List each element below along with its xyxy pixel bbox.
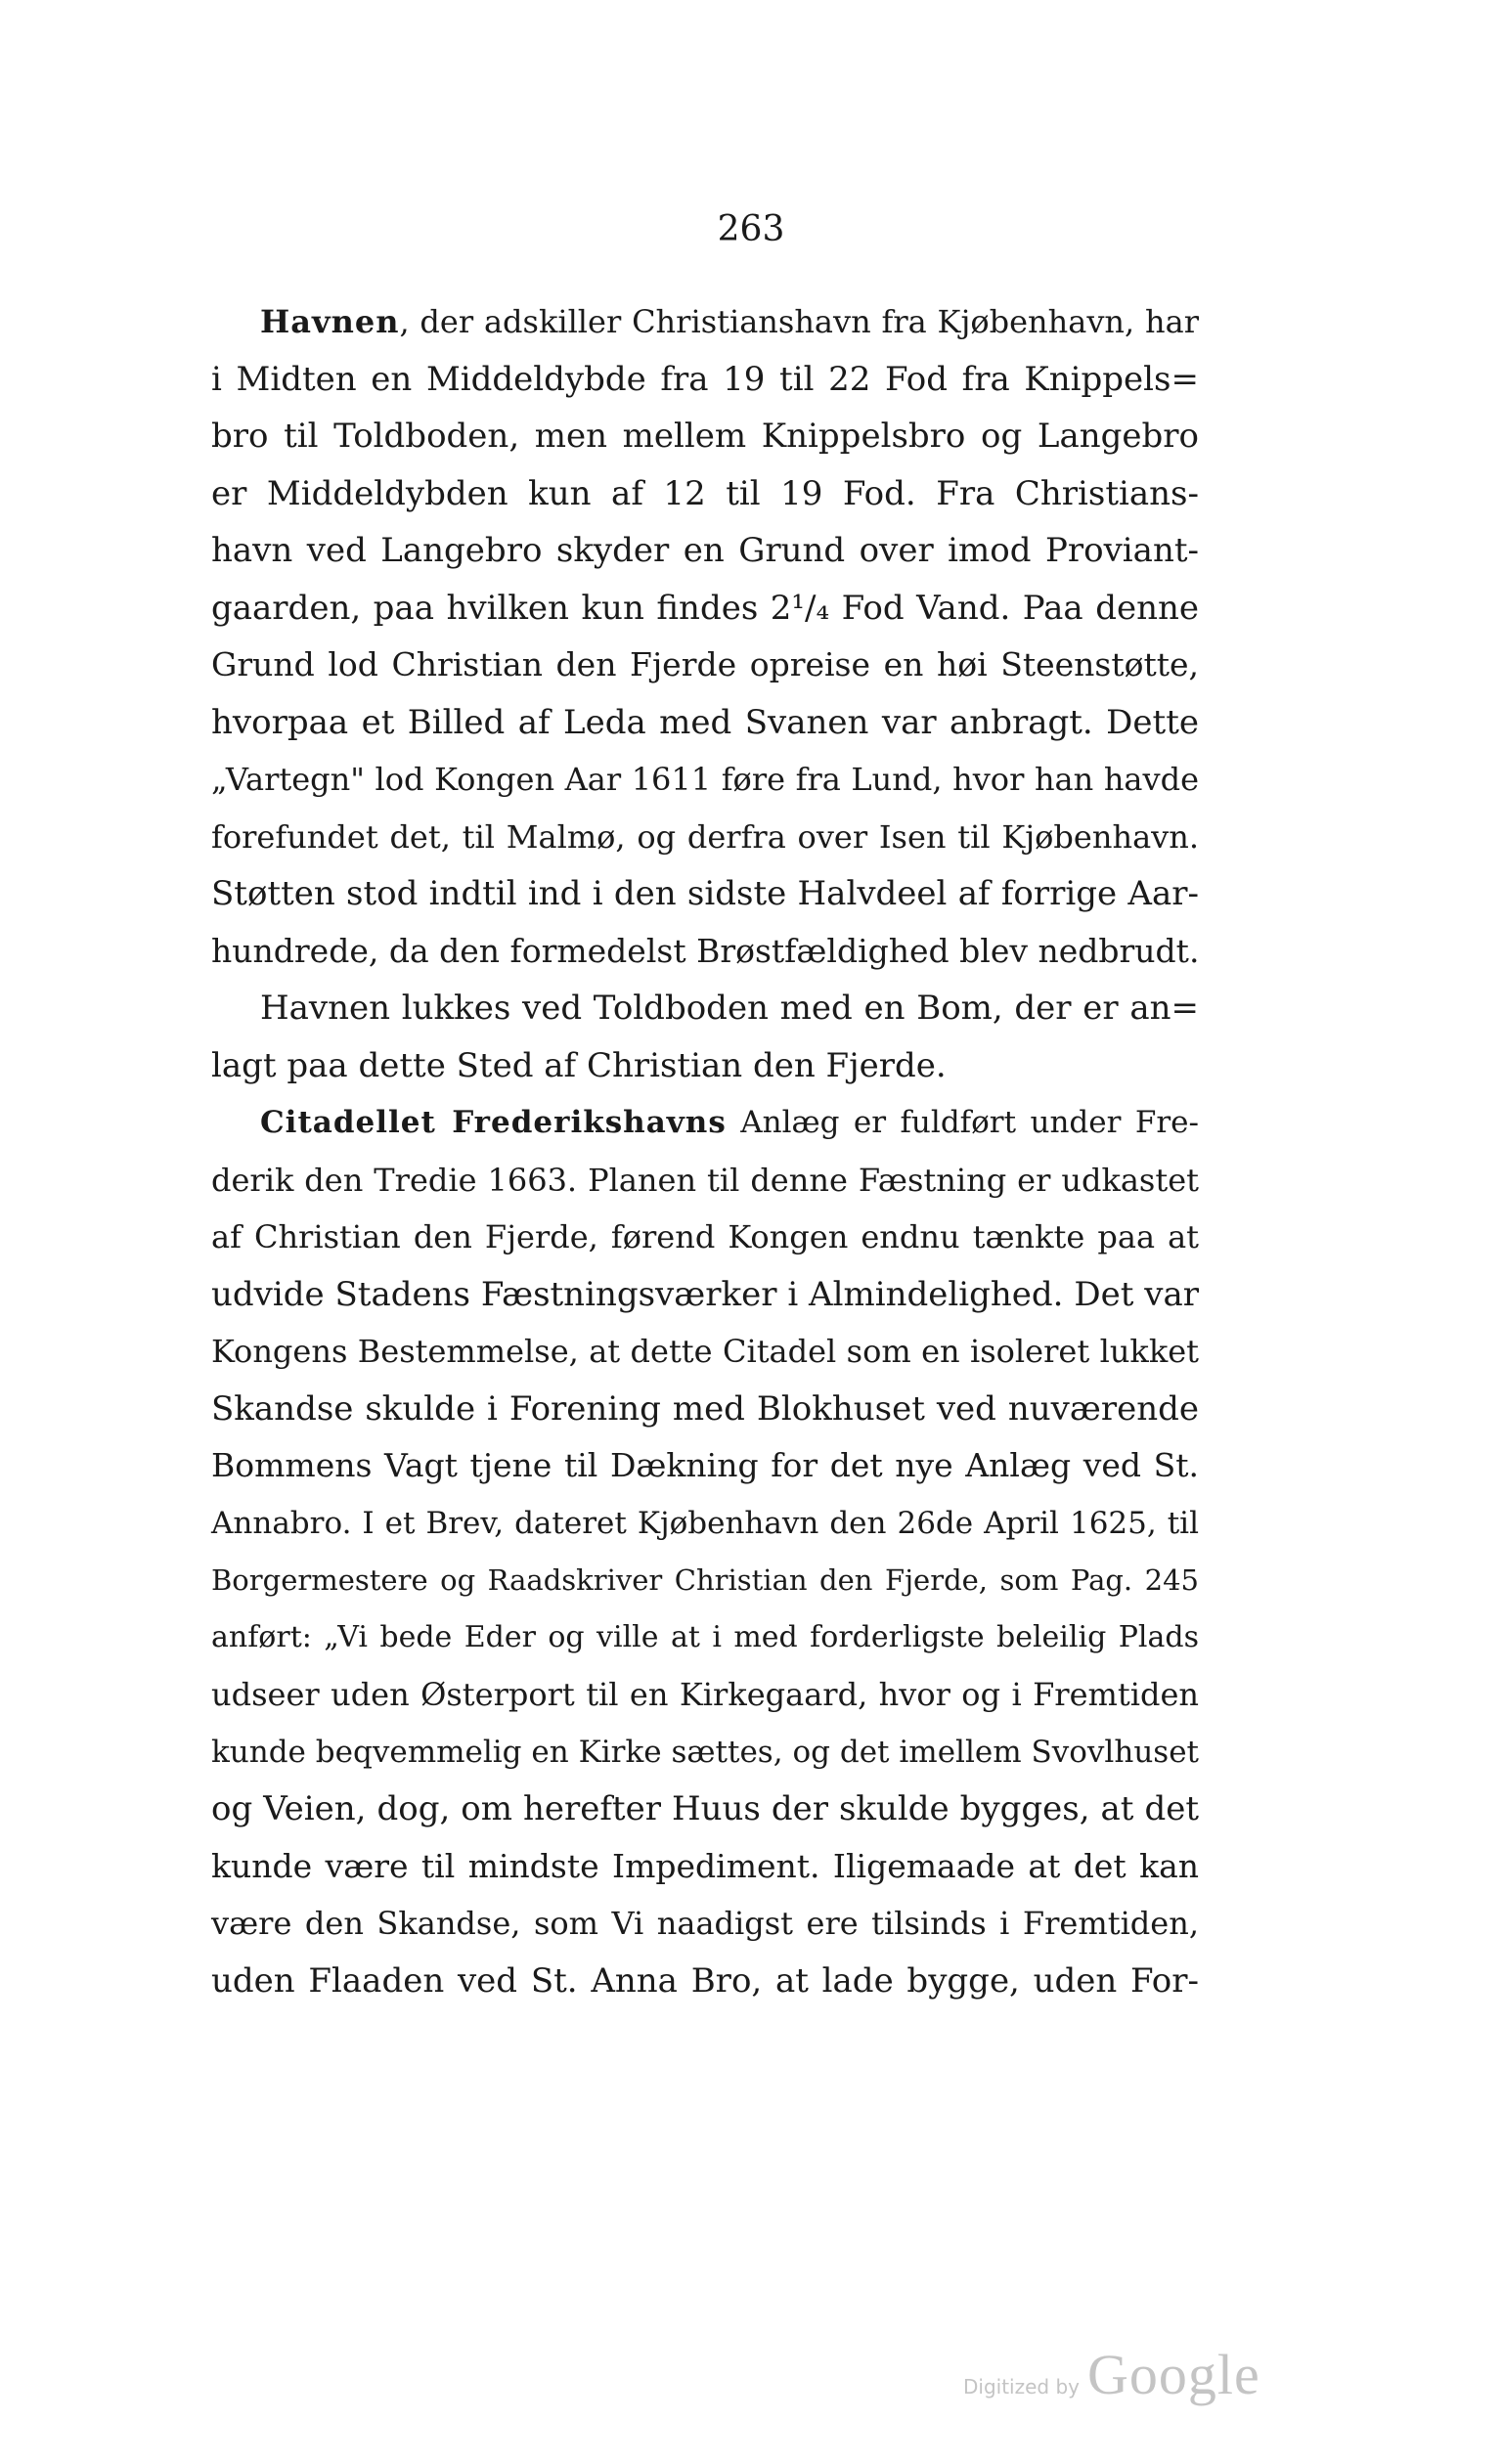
paragraph-havnen: [211, 293, 1199, 980]
text-line: bro til Toldboden, men mellem Knippelsbro og Langebro: [211, 417, 1199, 456]
text-line: kunde beqvemmelig en Kirke sættes, og det imellem Svovlhuset: [211, 1734, 1199, 1770]
text-line: [211, 1094, 1199, 1152]
body-text: [211, 293, 1199, 2009]
text-line: Borgermestere og Raadskriver Christian den Fjerde, som Pag. 245: [211, 1563, 1199, 1597]
watermark-prefix: Digitized by: [963, 2375, 1080, 2398]
google-logo: Google: [1087, 2343, 1260, 2406]
text-line: Støtten stod indtil ind i den sidste Halvdeel af forrige Aar-: [211, 874, 1199, 913]
paragraph-bom: [211, 980, 1199, 1094]
text-line: udseer uden Østerport til en Kirkegaard, hvor og i Fremtiden: [211, 1676, 1199, 1713]
text-line: er Middeldybden kun af 12 til 19 Fod. Fra Christians-: [211, 473, 1199, 513]
text-line: være den Skandse, som Vi naadigst ere tilsinds i Fremtiden,: [211, 1905, 1199, 1942]
text-line: hvorpaa et Billed af Leda med Svanen var anbragt. Dette: [211, 702, 1199, 742]
text-line: hundrede, da den formedelst Brøstfældighed blev nedbrudt.: [211, 931, 1200, 970]
text-line: i Midten en Middeldybde fra 19 til 22 Fod fra Knippels=: [211, 359, 1199, 399]
text-line: og Veien, dog, om herefter Huus der skulde bygges, at det: [211, 1789, 1199, 1828]
text-line: Annabro. I et Brev, dateret Kjøbenhavn den 26de April 1625, til: [211, 1505, 1199, 1541]
text-line: udvide Stadens Fæstningsværker i Almindelighed. Det var: [211, 1274, 1199, 1314]
text-line: forefundet det, til Malmø, og derfra over Isen til Kjøbenhavn.: [211, 817, 1199, 856]
page-number: 263: [717, 209, 785, 249]
text-line: Grund lod Christian den Fjerde opreise en høi Steenstøtte,: [211, 645, 1199, 683]
text-line: derik den Tredie 1663. Planen til denne Fæstning er udkastet: [211, 1161, 1199, 1199]
text-line: uden Flaaden ved St. Anna Bro, at lade bygge, uden For-: [211, 1960, 1199, 2001]
text-line: havn ved Langebro skyder en Grund over imod Proviant-: [211, 531, 1199, 570]
line-text: , der adskiller Christianshavn fra Kjøbenhavn, har: [399, 303, 1199, 340]
text-line: anført: „Vi bede Eder og ville at i med forderligste beleilig Plads: [211, 1619, 1199, 1654]
text-line: af Christian den Fjerde, førend Kongen endnu tænkte paa at: [211, 1218, 1199, 1255]
text-line: Skandse skulde i Forening med Blokhuset ved nuværende: [211, 1388, 1199, 1429]
paragraph-citadellet: [211, 1094, 1199, 2009]
text-line: Havnen lukkes ved Toldboden med en Bom, der er an=: [260, 989, 1199, 1028]
paragraph-heading: Havnen: [260, 303, 400, 340]
text-line: „Vartegn" lod Kongen Aar 1611 føre fra Lund, hvor han havde: [211, 761, 1199, 798]
text-line: gaarden, paa hvilken kun findes 2¹/₄ Fod Vand. Paa denne: [211, 588, 1199, 628]
text-line: Bommens Vagt tjene til Dækning for det nye Anlæg ved St.: [211, 1446, 1199, 1484]
digitized-by-watermark: [963, 2342, 1260, 2407]
text-line: Kongens Bestemmelse, at dette Citadel som en isoleret lukket: [211, 1333, 1199, 1370]
text-line: [211, 293, 1199, 351]
text-line: kunde være til mindste Impediment. Iligemaade at det kan: [211, 1846, 1199, 1885]
paragraph-heading: Citadellet Frederikshavns: [260, 1105, 727, 1140]
line-text: Anlæg er fuldført under Fre-: [726, 1105, 1199, 1140]
text-line: lagt paa dette Sted af Christian den Fjerde.: [211, 1045, 947, 1085]
